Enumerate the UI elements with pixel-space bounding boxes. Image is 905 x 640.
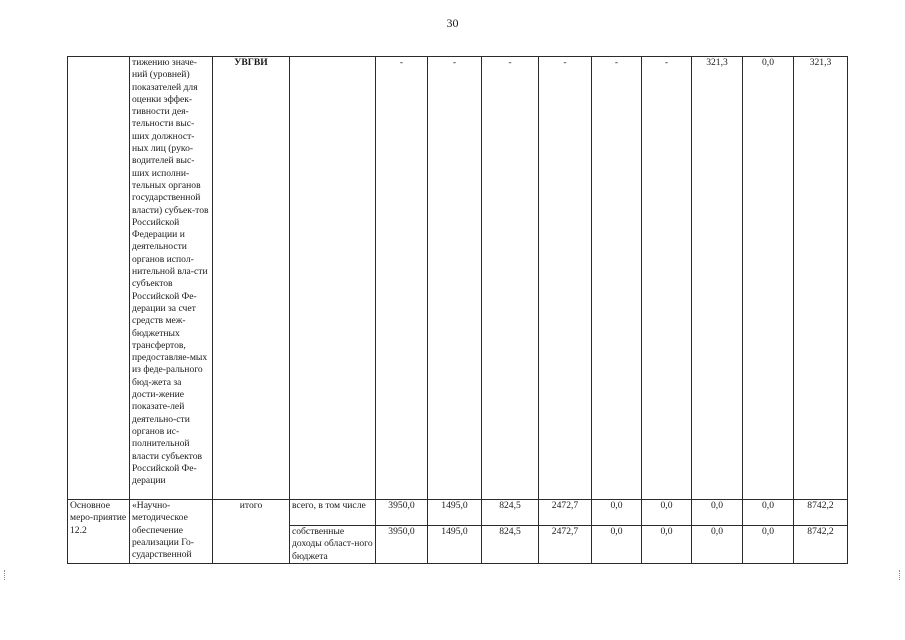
value-cell: 1495,0 (428, 526, 482, 564)
value-cell: 321,3 (794, 57, 848, 500)
funding-source-cell (290, 57, 376, 500)
scan-edge-mark-right (899, 570, 902, 580)
value-cell: - (482, 57, 539, 500)
value-cell: 0,0 (743, 500, 794, 526)
value-cell: - (592, 57, 642, 500)
value-cell: - (642, 57, 692, 500)
page-number: 30 (446, 16, 459, 30)
value-cell: 0,0 (592, 500, 642, 526)
value-cell: 0,0 (692, 500, 743, 526)
value-cell: 3950,0 (376, 500, 428, 526)
event-code-cell (68, 57, 130, 500)
value-cell: 2472,7 (539, 500, 592, 526)
value-cell: 0,0 (743, 57, 794, 500)
value-cell: 824,5 (482, 526, 539, 564)
executor-cell: итого (213, 500, 290, 564)
executor-cell: УВГВИ (213, 57, 290, 500)
funding-source-cell: собственные доходы област-ного бюджета (290, 526, 376, 564)
table-row (68, 57, 848, 500)
event-description-cell: «Научно-методическое обеспечение реализации Го-сударственной (130, 500, 213, 564)
value-cell: 321,3 (692, 57, 743, 500)
value-cell: - (376, 57, 428, 500)
value-cell: 824,5 (482, 500, 539, 526)
value-cell: 3950,0 (376, 526, 428, 564)
value-cell: 8742,2 (794, 500, 848, 526)
budget-table (67, 56, 848, 564)
value-cell: 0,0 (642, 500, 692, 526)
scan-edge-mark-left (4, 570, 7, 580)
event-description-cell: тижению значе-ний (уровней) показателей для оценки эффек-тивности дея-тельности выс-ших должност-ных лиц (руко-водителей выс-ших исполни-тельных органов государственной власти) субъек-тов Российской Федерации и деятельности органов испол-нительной вла-сти субъектов Российской Фе-дерации за счет средств меж-бюджетных трансфертов, предоставляе-мых из феде-рального бюд-жета за дости-жение показате-лей деятельно-сти органов ис-полнительной власти субъектов Российской Фе-дерации (130, 57, 213, 500)
value-cell: 8742,2 (794, 526, 848, 564)
value-cell: 2472,7 (539, 526, 592, 564)
value-cell: - (539, 57, 592, 500)
value-cell: 0,0 (692, 526, 743, 564)
value-cell: - (428, 57, 482, 500)
value-cell: 0,0 (642, 526, 692, 564)
value-cell: 0,0 (743, 526, 794, 564)
funding-source-cell: всего, в том числе (290, 500, 376, 526)
value-cell: 0,0 (592, 526, 642, 564)
value-cell: 1495,0 (428, 500, 482, 526)
event-code-cell: Основное меро-приятие 12.2 (68, 500, 130, 564)
table-row (68, 500, 848, 526)
